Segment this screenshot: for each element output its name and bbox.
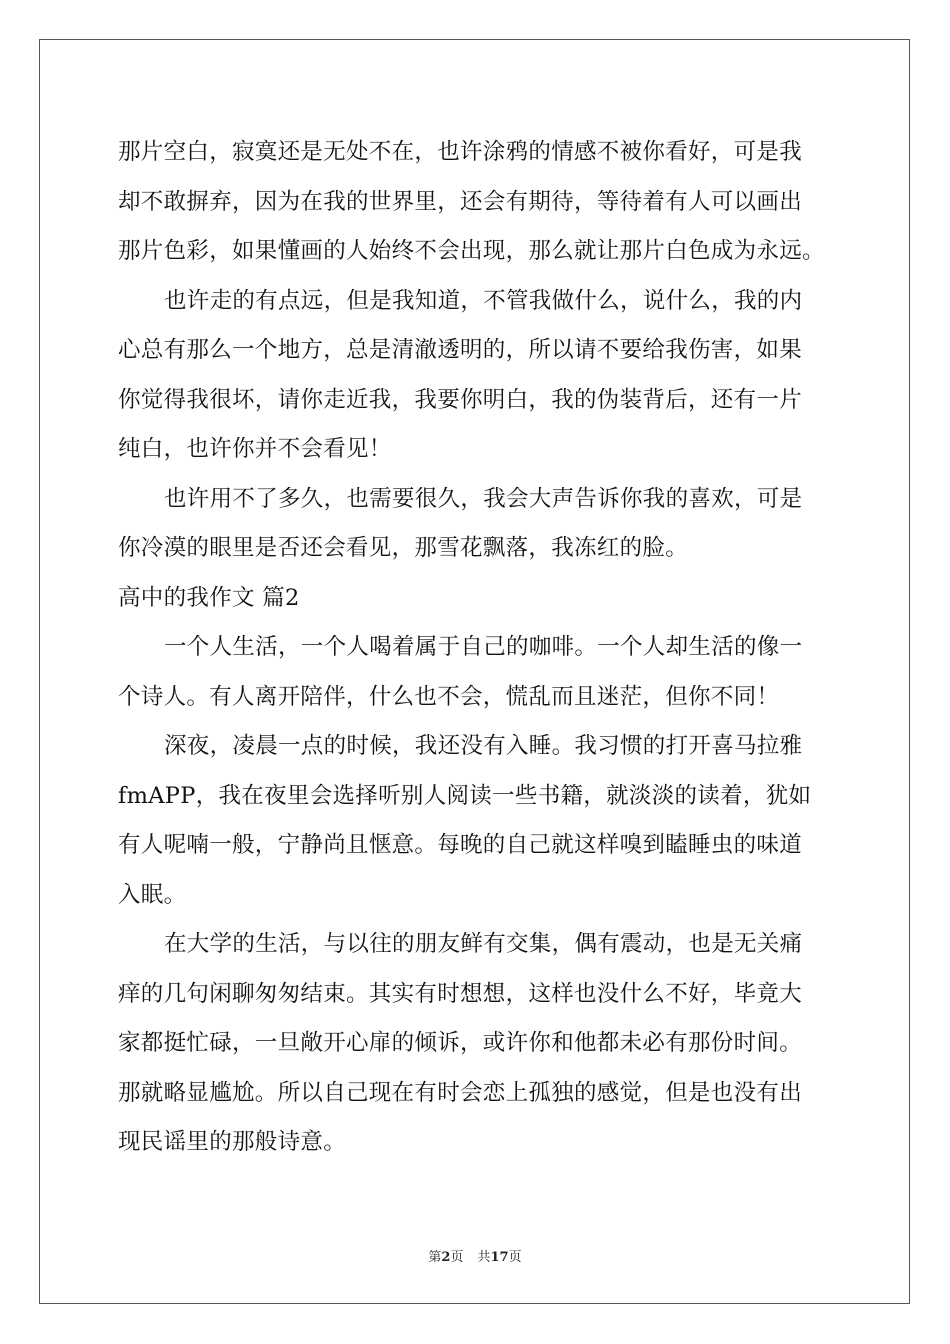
text-line: 现民谣里的那般诗意。: [118, 1129, 347, 1155]
page-prefix: 第: [428, 1250, 442, 1265]
text-line: 深夜，凌晨一点的时候，我还没有入睡。我习惯的打开喜马拉雅: [164, 733, 803, 759]
text-line: 那片色彩，如果懂画的人始终不会出现，那么就让那片白色成为永远。: [118, 238, 825, 264]
text-line: 痒的几句闲聊匆匆结束。其实有时想想，这样也没什么不好，毕竟大: [118, 980, 803, 1007]
text-line: 在大学的生活，与以往的朋友鲜有交集，偶有震动，也是无关痛: [164, 931, 803, 957]
page-footer: [0, 1246, 950, 1265]
text-line: 心总有那么一个地方，总是清澈透明的，所以请不要给我伤害，如果: [118, 337, 803, 363]
page-number: 2: [441, 1250, 451, 1265]
text-line: 家都挺忙碌，一旦敞开心扉的倾诉，或许你和他都未必有那份时间。: [118, 1030, 803, 1056]
text-line: 你觉得我很坏，请你走近我，我要你明白，我的伪装背后，还有一片: [118, 386, 803, 413]
text-line: 却不敢摒弃，因为在我的世界里，还会有期待，等待着有人可以画出: [118, 188, 803, 215]
text-line: 也许用不了多久，也需要很久，我会大声告诉你我的喜欢，可是: [164, 485, 803, 512]
text-line: 你冷漠的眼里是否还会看见，那雪花飘落，我冻红的脸。: [118, 535, 689, 561]
total-pages: 17: [490, 1250, 509, 1265]
total-prefix: 共: [477, 1250, 491, 1265]
text-line: fmAPP，我在夜里会选择听别人阅读一些书籍，就淡淡的读着，犹如: [118, 782, 812, 809]
text-line: 那就略显尴尬。所以自己现在有时会恋上孤独的感觉，但是也没有出: [118, 1079, 803, 1106]
total-suffix: 页: [508, 1250, 522, 1265]
text-line: 一个人生活，一个人喝着属于自己的咖啡。一个人却生活的像一: [164, 634, 803, 660]
text-line: 也许走的有点远，但是我知道，不管我做什么，说什么，我的内: [164, 287, 803, 314]
text-line: 那片空白，寂寞还是无处不在，也许涂鸦的情感不被你看好，可是我: [118, 139, 803, 165]
text-line: 个诗人。有人离开陪伴，什么也不会，慌乱而且迷茫，但你不同！: [118, 683, 780, 710]
text-line: 纯白，也许你并不会看见！: [118, 436, 392, 462]
section-heading: 高中的我作文 篇2: [118, 584, 300, 611]
document-body: [118, 128, 833, 1168]
text-line: 有人呢喃一般，宁静尚且惬意。每晚的自己就这样嗅到瞌睡虫的味道: [118, 832, 803, 858]
page-suffix: 页: [450, 1250, 464, 1265]
text-line: 入眠。: [118, 881, 187, 908]
